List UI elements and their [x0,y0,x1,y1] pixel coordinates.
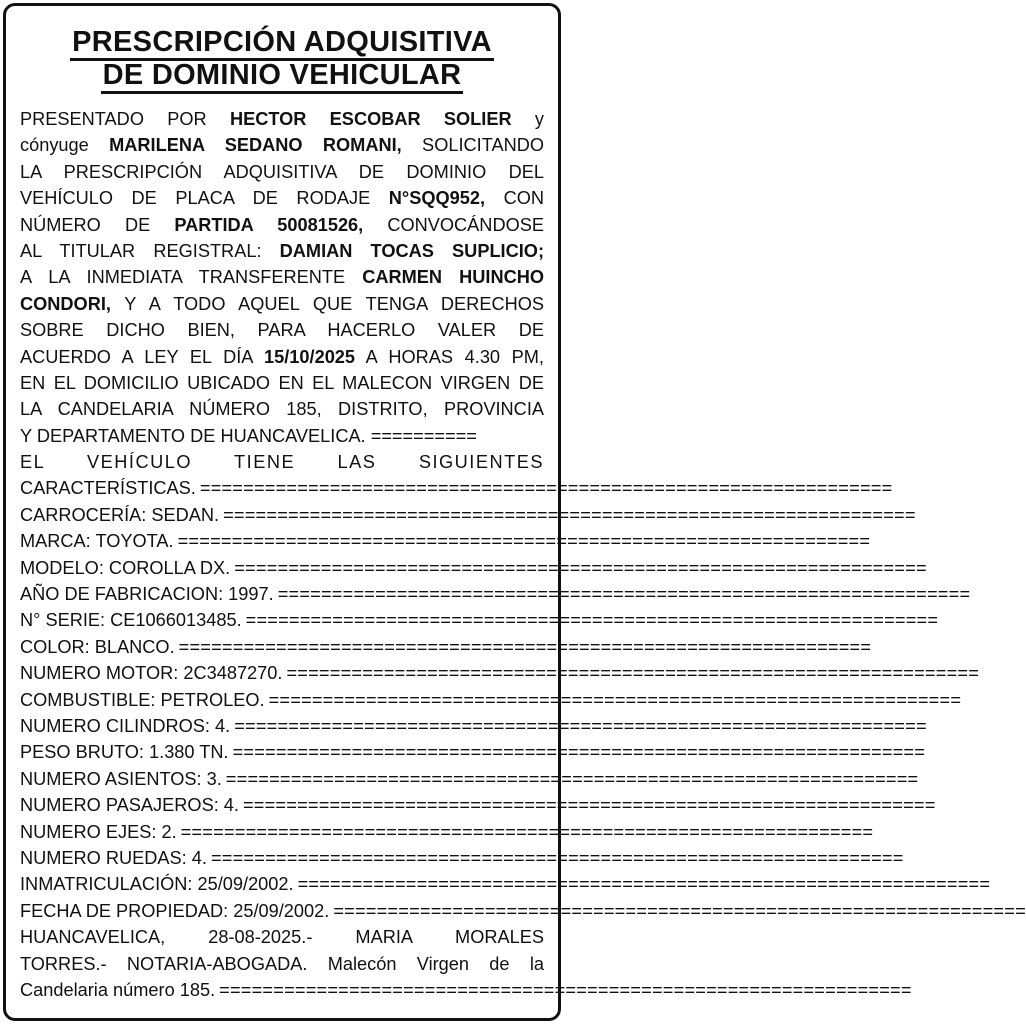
spec-label: COMBUSTIBLE: PETROLEO. [20,689,265,710]
spec-line [20,713,927,739]
notice-title-line1: PRESCRIPCIÓN ADQUISITIVA [0,26,564,58]
body-line: CONDORI, Y A TODO AQUEL QUE TENGA DERECHOS [20,293,544,314]
filler: ================================================================ [177,531,871,552]
filler: ================================================================ [277,584,971,605]
spec-line [20,555,927,581]
body-line: A LA INMEDIATA TRANSFERENTE CARMEN HUINCHO [20,267,544,288]
spec-line [20,634,872,660]
filler: ================================================================ [180,821,874,842]
filler: ================================================================ [234,557,927,578]
spec-line [20,871,991,897]
body-line: Y DEPARTAMENTO DE HUANCAVELICA. ========== [20,425,477,446]
spec-label: AÑO DE FABRICACION: 1997. [20,584,274,605]
signature-line: HUANCAVELICA, 28-08-2025.- MARIA MORALES [20,927,544,948]
spec-line [20,898,1026,924]
filler: ================================================================ [210,847,904,868]
spec-line [20,502,916,528]
spec-label: MARCA: TOYOTA. [20,531,174,552]
filler: ================================================================ [178,636,872,657]
spec-label: CARACTERÍSTICAS. [20,478,196,499]
filler: ================================================================ [232,742,926,763]
spec-line [20,819,874,845]
filler: ================================================================ [245,610,939,631]
spec-label: PESO BRUTO: 1.380 TN. [20,742,229,763]
spec-label: NUMERO CILINDROS: 4. [20,715,231,736]
body-line: cónyuge MARILENA SEDANO ROMANI, SOLICITANDO [20,135,544,156]
body-line: LA CANDELARIA NÚMERO 185, DISTRITO, PROVINCIA [20,399,544,420]
spec-label: NUMERO ASIENTOS: 3. [20,768,222,789]
spec-line [20,581,971,607]
spec-label: NUMERO PASAJEROS: 4. [20,795,239,816]
filler: ================================================================ [199,478,893,499]
body-line: SOBRE DICHO BIEN, PARA HACERLO VALER DE [20,320,544,341]
spec-label: NUMERO MOTOR: 2C3487270. [20,663,283,684]
notice-title-line2: DE DOMINIO VEHICULAR [0,59,564,91]
spec-label: FECHA DE PROPIEDAD: 25/09/2002. [20,900,330,921]
body-line: PRESENTADO POR HECTOR ESCOBAR SOLIER y [20,109,544,129]
body-line: NÚMERO DE PARTIDA 50081526, CONVOCÁNDOSE [20,214,544,235]
spec-line [20,766,919,792]
spec-line [20,607,939,633]
body-line: VEHÍCULO DE PLACA DE RODAJE N°SQQ952, CON [20,188,545,209]
body-line: EN EL DOMICILIO UBICADO EN EL MALECON VIRGEN DE [20,372,544,393]
filler: ================================================================ [234,715,927,736]
spec-label: INMATRICULACIÓN: 25/09/2002. [20,874,294,895]
signature-line: TORRES.- NOTARIA-ABOGADA. Malecón Virgen de la [20,953,544,974]
filler: ================================================================ [333,900,1026,921]
filler: ================================================================ [286,663,980,684]
body-line: LA PRESCRIPCIÓN ADQUISITIVA DE DOMINIO DEL [20,161,544,182]
spec-line [20,660,980,686]
notice-body [20,106,1026,1003]
spec-label: COLOR: BLANCO. [20,636,175,657]
spec-line [20,687,962,713]
filler: ================================================================ [242,795,936,816]
spec-label: MODELO: COROLLA DX. [20,557,231,578]
filler: ================================================================ [223,504,916,525]
spec-line [20,528,871,554]
spec-line [20,739,926,765]
spec-line [20,845,904,871]
address-label: Candelaria número 185. [20,979,216,1000]
filler: ================================================================ [297,874,991,895]
spec-line [20,475,893,501]
spec-line [20,792,936,818]
spec-label: NUMERO RUEDAS: 4. [20,847,207,868]
filler: ================================================================ [268,689,962,710]
signature-line [20,977,912,1003]
spec-label: CARROCERÍA: SEDAN. [20,504,220,525]
body-line: ACUERDO A LEY EL DÍA 15/10/2025 A HORAS 4.30 PM, [20,346,544,367]
filler: ================================================================ [219,979,912,1000]
spec-label: N° SERIE: CE1066013485. [20,610,242,631]
body-line: AL TITULAR REGISTRAL: DAMIAN TOCAS SUPLICIO; [20,240,544,261]
filler: ================================================================ [225,768,919,789]
spec-label: NUMERO EJES: 2. [20,821,177,842]
body-line: EL VEHÍCULO TIENE LAS SIGUIENTES [20,452,544,473]
